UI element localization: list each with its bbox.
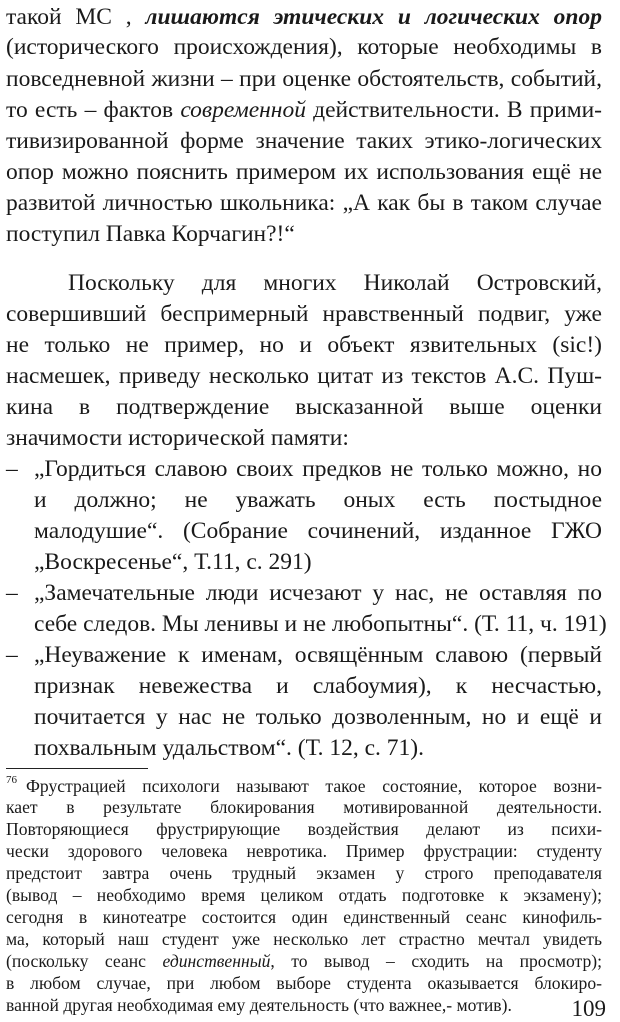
italic-text: современной [180,97,306,123]
footnote-line-11: ванной другая необходимая ему деятельность (что важнее,- мотив). [6,995,512,1015]
footnote-number: 76 [6,774,17,786]
footnote-separator [6,768,148,769]
footnote-line-4: чески здорового человека невротика. Пример фрустрации: студенту [6,841,602,861]
footnote-line-1: Фрустрацией психологи называют такое состояние, которое возни- [26,776,602,796]
body-line-1 [6,0,602,34]
body-line-5: тивизированной форме значение таких этико-логических [6,128,602,154]
para2-line-3: не только не пример, но и объект язвительных (sic!) [6,332,602,358]
footnote-line-9 [6,950,602,973]
quote-1-line-4: „Воскресенье“, Т.11, с. 291) [34,549,312,575]
footnote-line-6: (вывод – необходимо время целиком отдать подготовке к экзамену); [6,885,602,905]
body-line-6: опор можно пояснить примером их использования ещё не [6,159,602,185]
footnote-line-8: ма, который наш студент уже несколько лет страстно мечтал увидеть [6,929,602,949]
body-line-2: (исторического происхождения), которые необходимы в [6,34,602,60]
quote-1-line-2: и должно; не уважать оных есть постыдное [34,487,602,513]
footnote-line-10: в любом случае, при любом выборе студента оказывается блокиро- [6,973,602,993]
quote-3-line-2: признак невежества и слабоумия), к несчастью, [34,673,602,699]
body-line-3: повседневной жизни – при оценке обстоятельств, событий, [6,66,602,92]
quote-1-line-1: „Гордиться славою своих предков не только можно, но [34,456,602,482]
footnote-line-2: кает в результате блокирования мотивированной деятельности. [6,797,602,817]
body-line-4 [6,93,602,127]
para2-line-6: значимости исторической памяти: [6,425,349,451]
quote-2-line-2: себе следов. Мы ленивы и не любопытны“. (Т. 11, ч. 191) [34,611,607,637]
body-line-8: поступил Павка Корчагин?!“ [6,221,295,247]
para2-line-1: Поскольку для многих Николай Островский, [68,270,602,296]
para2-line-5: кина в подтверждение высказанной выше оценки [6,394,602,420]
para2-line-4: насмешек, приведу несколько цитат из текстов А.С. Пуш- [6,363,602,389]
emphasis-text: лишаются этических и логических опор [145,4,602,30]
list-dash: – [6,456,18,482]
quote-3-line-4: похвальным удальством“. (Т. 12, с. 71). [34,735,424,761]
quote-1-line-3: малодушие“. (Собрание сочинений, изданное ГЖО [34,518,602,544]
quote-3-line-1: „Неуважение к именам, освящённым славою (первый [34,642,602,668]
footnote-line-5: предстоит завтра очень трудный экзамен у строго преподавателя [6,863,602,883]
list-dash: – [6,642,18,668]
text-run: то есть – фактов [6,97,181,123]
body-line-7: развитой личностью школьника: „А как бы в таком случае [6,190,602,216]
footnote-line-7: сегодня в кинотеатре состоится один единственный сеанс кинофиль- [6,907,602,927]
page-number: 109 [571,996,606,1021]
footnote-line-3: Повторяющиеся фрустрирующие воздействия делают из психи- [6,819,602,839]
quote-3-line-3: почитается у нас не только дозволенным, но и ещё и [34,704,602,730]
para2-line-2: совершивший беспримерный нравственный подвиг, уже [6,301,602,327]
italic-text: единственный [162,951,271,971]
text-run: действительности. В прими- [305,97,602,123]
list-dash: – [6,580,18,606]
text-run: такой МС , [6,4,146,30]
text-run: (поскольку сеанс [6,951,163,971]
text-run: , то вывод – сходить на просмотр); [270,951,602,971]
quote-2-line-1: „Замечательные люди исчезают у нас, не оставляя по [34,580,602,606]
